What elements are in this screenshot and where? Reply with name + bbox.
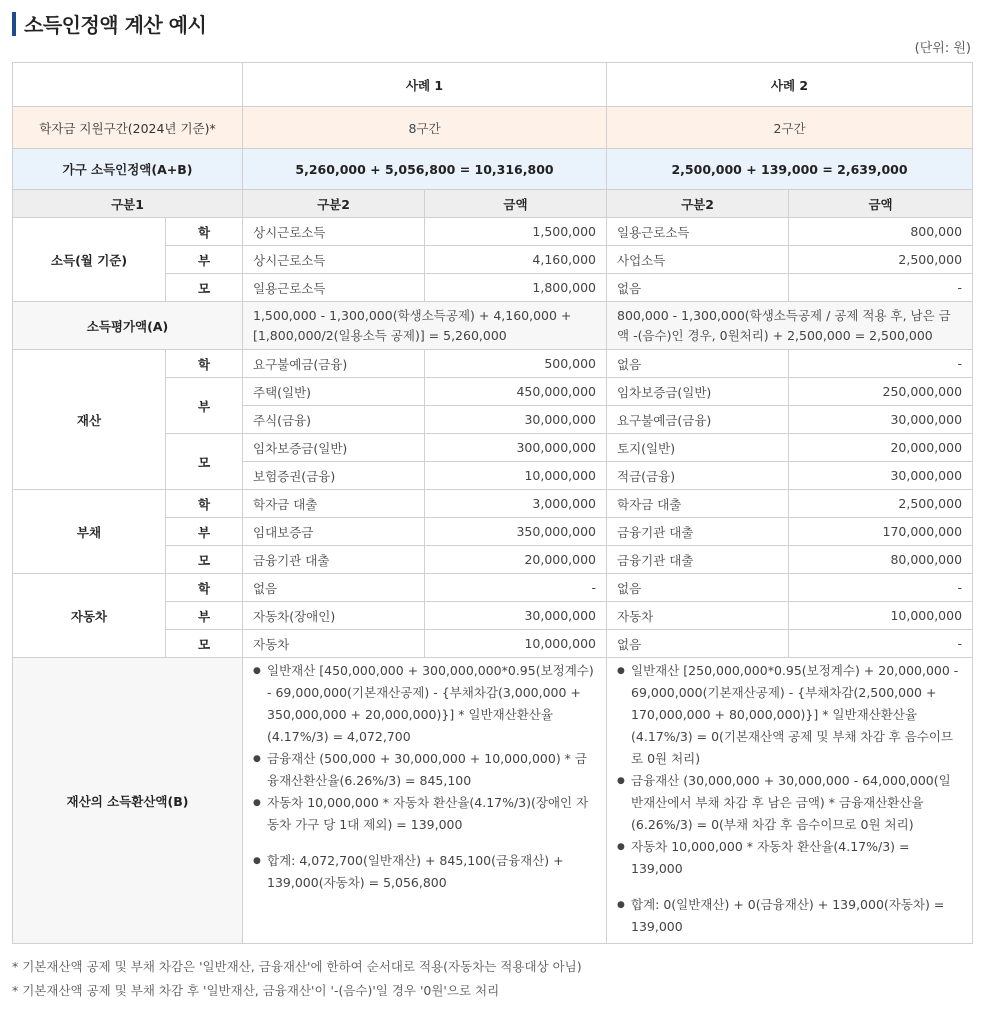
amount-case1: 3,000,000	[425, 490, 607, 518]
car-section-label: 자동차	[13, 574, 166, 658]
page-title: 소득인정액 계산 예시	[24, 13, 207, 37]
table-row	[13, 350, 973, 378]
col-header-cat2-case2: 구분2	[607, 190, 789, 218]
amount-case2: -	[789, 574, 973, 602]
amount-case2: 2,500,000	[789, 246, 973, 274]
header-empty-cell	[13, 63, 243, 107]
col-header-amount-case2: 금액	[789, 190, 973, 218]
item-case1: 일용근로소득	[243, 274, 425, 302]
property-section-label: 재산	[13, 350, 166, 490]
item-case1: 금융기관 대출	[243, 546, 425, 574]
item-case2: 토지(일반)	[607, 434, 789, 462]
amount-case2: 170,000,000	[789, 518, 973, 546]
item-case2: 없음	[607, 630, 789, 658]
item-case2: 금융기관 대출	[607, 546, 789, 574]
item-case2: 학자금 대출	[607, 490, 789, 518]
conversion-case1	[243, 658, 607, 944]
amount-case1: 30,000,000	[425, 602, 607, 630]
item-case2: 금융기관 대출	[607, 518, 789, 546]
amount-case1: 350,000,000	[425, 518, 607, 546]
item-case1: 자동차(장애인)	[243, 602, 425, 630]
amount-case1: 450,000,000	[425, 378, 607, 406]
amount-case2: 20,000,000	[789, 434, 973, 462]
item-case2: 사업소득	[607, 246, 789, 274]
member-label: 모	[166, 546, 243, 574]
support-bracket-case1: 8구간	[243, 107, 607, 149]
list-item: ● 합계: 0(일반재산) + 0(금융재산) + 139,000(자동차) = 139,000	[617, 894, 962, 938]
item-case1: 임차보증금(일반)	[243, 434, 425, 462]
list-item: ● 금융재산 (500,000 + 30,000,000 + 10,000,000) * 금융재산환산율(6.26%/3) = 845,100	[253, 748, 596, 792]
amount-case2: 30,000,000	[789, 406, 973, 434]
list-item: ● 일반재산 [250,000,000*0.95(보정계수) + 20,000,000 - 69,000,000(기본재산공제) - {부채차감(2,500,000 + 170,000,000 + 80,000,000)}] * 일반재산환산율(4.17%/3) = 0(기본재산액 공제 및 부채 차감 후 음수이므로 0원 처리)	[617, 660, 962, 770]
item-case1: 보험증권(금융)	[243, 462, 425, 490]
item-case2: 임차보증금(일반)	[607, 378, 789, 406]
item-case2: 없음	[607, 350, 789, 378]
table-row	[13, 490, 973, 518]
amount-case1: 30,000,000	[425, 406, 607, 434]
col-header-amount-case1: 금액	[425, 190, 607, 218]
household-income-case2: 2,500,000 + 139,000 = 2,639,000	[607, 149, 973, 190]
table-row	[13, 574, 973, 602]
income-eval-label: 소득평가액(A)	[13, 302, 243, 350]
member-label: 부	[166, 246, 243, 274]
conversion-case2-list	[617, 660, 962, 938]
item-case1: 상시근로소득	[243, 218, 425, 246]
amount-case1: 300,000,000	[425, 434, 607, 462]
amount-case1: 20,000,000	[425, 546, 607, 574]
amount-case2: 30,000,000	[789, 462, 973, 490]
amount-case1: 500,000	[425, 350, 607, 378]
amount-case2: 250,000,000	[789, 378, 973, 406]
income-eval-case1: 1,500,000 - 1,300,000(학생소득공제) + 4,160,000 + [1,800,000/2(일용소득 공제)] = 5,260,000	[243, 302, 607, 350]
list-item: ● 금융재산 (30,000,000 + 30,000,000 - 64,000,000(일반재산에서 부채 차감 후 남은 금액) * 금융재산환산율(6.26%/3) = 0(부채 차감 후 음수이므로 0원 처리)	[617, 770, 962, 836]
amount-case2: 80,000,000	[789, 546, 973, 574]
amount-case2: 2,500,000	[789, 490, 973, 518]
amount-case2: -	[789, 630, 973, 658]
member-label: 학	[166, 218, 243, 246]
member-label: 학	[166, 350, 243, 378]
case1-header: 사례 1	[243, 63, 607, 107]
col-header-cat2-case1: 구분2	[243, 190, 425, 218]
item-case2: 일용근로소득	[607, 218, 789, 246]
amount-case2: -	[789, 274, 973, 302]
amount-case1: -	[425, 574, 607, 602]
debt-section-label: 부채	[13, 490, 166, 574]
amount-case2: 800,000	[789, 218, 973, 246]
amount-case1: 4,160,000	[425, 246, 607, 274]
item-case1: 주식(금융)	[243, 406, 425, 434]
amount-case1: 10,000,000	[425, 462, 607, 490]
list-item: ● 자동차 10,000,000 * 자동차 환산율(4.17%/3)(장애인 자동차 가구 당 1대 제외) = 139,000	[253, 792, 596, 836]
member-label: 모	[166, 274, 243, 302]
list-item: ● 자동차 10,000,000 * 자동차 환산율(4.17%/3) = 139,000	[617, 836, 962, 880]
col-header-cat1: 구분1	[13, 190, 243, 218]
support-bracket-label: 학자금 지원구간(2024년 기준)*	[13, 107, 243, 149]
item-case2: 자동차	[607, 602, 789, 630]
item-case1: 요구불예금(금융)	[243, 350, 425, 378]
support-bracket-case2: 2구간	[607, 107, 973, 149]
member-label: 모	[166, 630, 243, 658]
footnote-1: * 기본재산액 공제 및 부채 차감은 '일반재산, 금융재산'에 한하여 순서대로 적용(자동차는 적용대상 아님)	[12, 959, 582, 974]
member-label: 부	[166, 602, 243, 630]
item-case1: 상시근로소득	[243, 246, 425, 274]
item-case1: 주택(일반)	[243, 378, 425, 406]
list-item: ● 일반재산 [450,000,000 + 300,000,000*0.95(보정계수) - 69,000,000(기본재산공제) - {부채차감(3,000,000 + 350,000,000 + 20,000,000)}] * 일반재산환산율(4.17%/3) = 4,072,700	[253, 660, 596, 748]
item-case2: 없음	[607, 574, 789, 602]
item-case2: 없음	[607, 274, 789, 302]
amount-case2: -	[789, 350, 973, 378]
member-label: 부	[166, 518, 243, 546]
item-case2: 적금(금융)	[607, 462, 789, 490]
case2-header: 사례 2	[607, 63, 973, 107]
member-label: 학	[166, 490, 243, 518]
income-eval-case2: 800,000 - 1,300,000(학생소득공제 / 공제 적용 후, 남은 금액 -(음수)인 경우, 0원처리) + 2,500,000 = 2,500,000	[607, 302, 973, 350]
item-case1: 자동차	[243, 630, 425, 658]
amount-case2: 10,000,000	[789, 602, 973, 630]
income-calculation-table	[12, 62, 973, 944]
conversion-case1-list	[253, 660, 596, 894]
income-section-label: 소득(월 기준)	[13, 218, 166, 302]
table-row	[13, 218, 973, 246]
amount-case1: 10,000,000	[425, 630, 607, 658]
conversion-case2	[607, 658, 973, 944]
amount-case1: 1,800,000	[425, 274, 607, 302]
title-accent-bar	[12, 12, 16, 36]
amount-case1: 1,500,000	[425, 218, 607, 246]
footnote-2: * 기본재산액 공제 및 부채 차감 후 '일반재산, 금융재산'이 '-(음수)'일 경우 '0원'으로 처리	[12, 983, 500, 998]
item-case2: 요구불예금(금융)	[607, 406, 789, 434]
conversion-label: 재산의 소득환산액(B)	[13, 658, 243, 944]
household-income-case1: 5,260,000 + 5,056,800 = 10,316,800	[243, 149, 607, 190]
item-case1: 없음	[243, 574, 425, 602]
item-case1: 임대보증금	[243, 518, 425, 546]
item-case1: 학자금 대출	[243, 490, 425, 518]
member-label: 모	[166, 434, 243, 490]
household-income-label: 가구 소득인정액(A+B)	[13, 149, 243, 190]
member-label: 부	[166, 378, 243, 434]
member-label: 학	[166, 574, 243, 602]
list-item: ● 합계: 4,072,700(일반재산) + 845,100(금융재산) + 139,000(자동차) = 5,056,800	[253, 850, 596, 894]
unit-label: (단위: 원)	[914, 41, 971, 56]
